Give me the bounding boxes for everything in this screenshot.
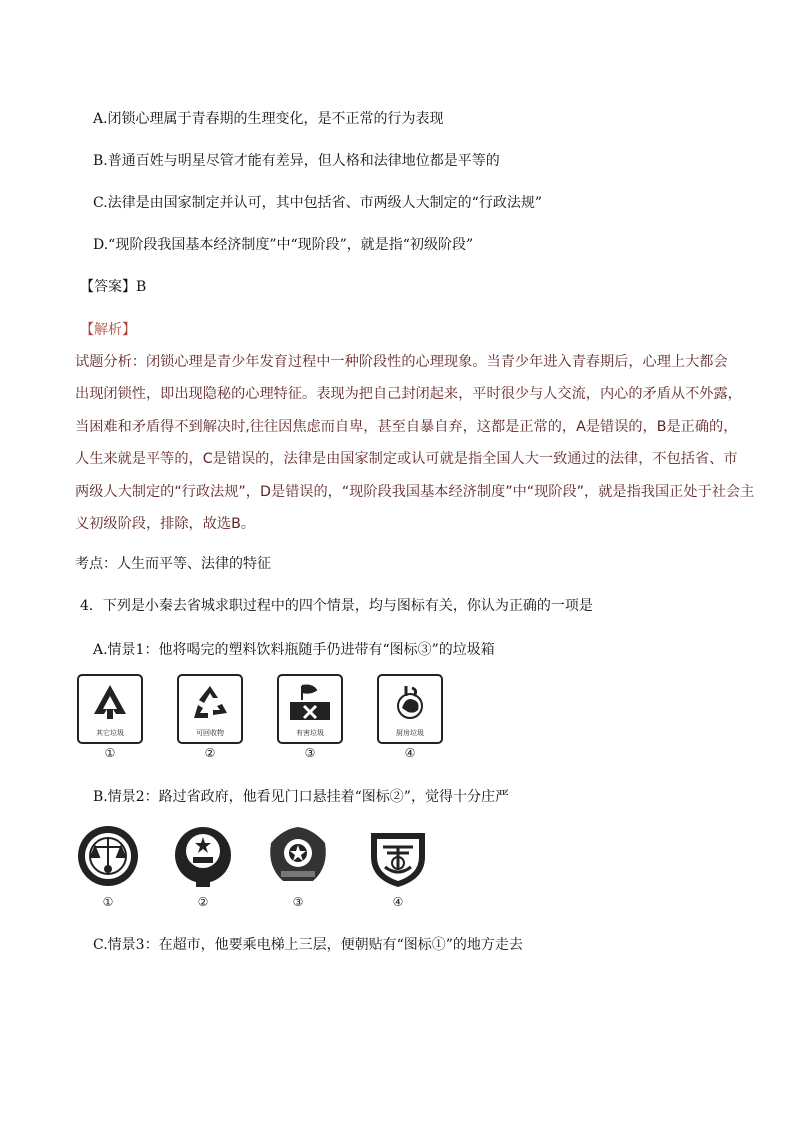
emblem [262,823,334,909]
emblem-number: ④ [392,895,404,909]
analysis-line: 当困难和矛盾得不到解决时,往往因焦虑而自卑，甚至自暴自弃，这都是正常的，A是错误的，B是正确的， [75,418,738,435]
analysis-line: 试题分析：闭锁心理是青少年发育过程中一种阶段性的心理现象。当青少年进入青春期后，心理上大都会 [75,354,728,370]
bin-label: 有害垃圾 [296,729,324,737]
bin-label: 厨房垃圾 [396,729,424,737]
analysis-line: 人生来就是平等的，C是错误的，法律是由国家制定或认可就是指全国人大一致通过的法律，不包括省、市 [75,451,738,468]
answer: 【答案】B [80,279,147,295]
bin-label: 其它垃圾 [96,729,124,737]
bin-number: ④ [404,746,416,760]
bin-label: 可回收物 [196,729,224,737]
question-4-stem: 4．下列是小秦去省城求职过程中的四个情景，均与图标有关，你认为正确的一项是 [80,598,593,614]
option-c: C.法律是由国家制定并认可，其中包括省、市两级人大制定的“行政法规” [93,195,542,211]
scene-c: C.情景3：在超市，他要乘电梯上三层，便朝贴有“图标①”的地方走去 [93,937,523,953]
analysis-title: 【解析】 [80,322,136,338]
hazardous-icon [288,682,332,722]
recyclable-sign [177,674,243,760]
emblem-number: ③ [292,895,304,909]
scene-a: A.情景1：他将喝完的塑料饮料瓶随手仍进带有“图标③”的垃圾箱 [93,642,495,658]
other-waste-sign [77,674,143,760]
kitchen-waste-sign [377,674,443,760]
kaodian: 考点：人生而平等、法律的特征 [75,556,271,572]
emblem-number: ② [197,895,209,909]
emblem [72,823,144,909]
emblem-row [72,823,452,918]
emblem [167,823,239,909]
analysis-line: 出现闭锁性，即出现隐秘的心理特征。表现为把自己封闭起来，平时很少与人交流，内心的矛盾从不外露， [75,386,742,403]
emblem [362,823,434,909]
kitchen-waste-icon [388,682,432,722]
bin-number: ① [104,746,116,760]
analysis-line: 两级人大制定的“行政法规”，D是错误的，“现阶段我国基本经济制度”中“现阶段”，就是指我国正处于社会主 [75,483,755,500]
national-emblem-icon [170,823,236,889]
other-waste-icon [88,682,132,722]
court-emblem-icon [75,823,141,889]
emblem-number: ① [102,895,114,909]
recycle-icon [188,682,232,722]
bin-number: ② [204,746,216,760]
scene-b: B.情景2：路过省政府，他看见门口悬挂着“图标②”，觉得十分庄严 [93,789,509,805]
option-a: A.闭锁心理属于青春期的生理变化，是不正常的行为表现 [93,111,444,127]
analysis-body [75,346,755,540]
hazardous-sign [277,674,343,760]
option-d: D.“现阶段我国基本经济制度”中“现阶段”，就是指“初级阶段” [93,237,474,253]
option-b: B.普通百姓与明星尽管才能有差异，但人格和法律地位都是平等的 [93,153,500,169]
analysis-line: 义初级阶段，排除，故选B。 [75,516,255,533]
procuratorate-emblem-icon [365,823,431,889]
bin-number: ③ [304,746,316,760]
police-emblem-icon [263,823,333,889]
waste-bin-signs [72,674,472,766]
